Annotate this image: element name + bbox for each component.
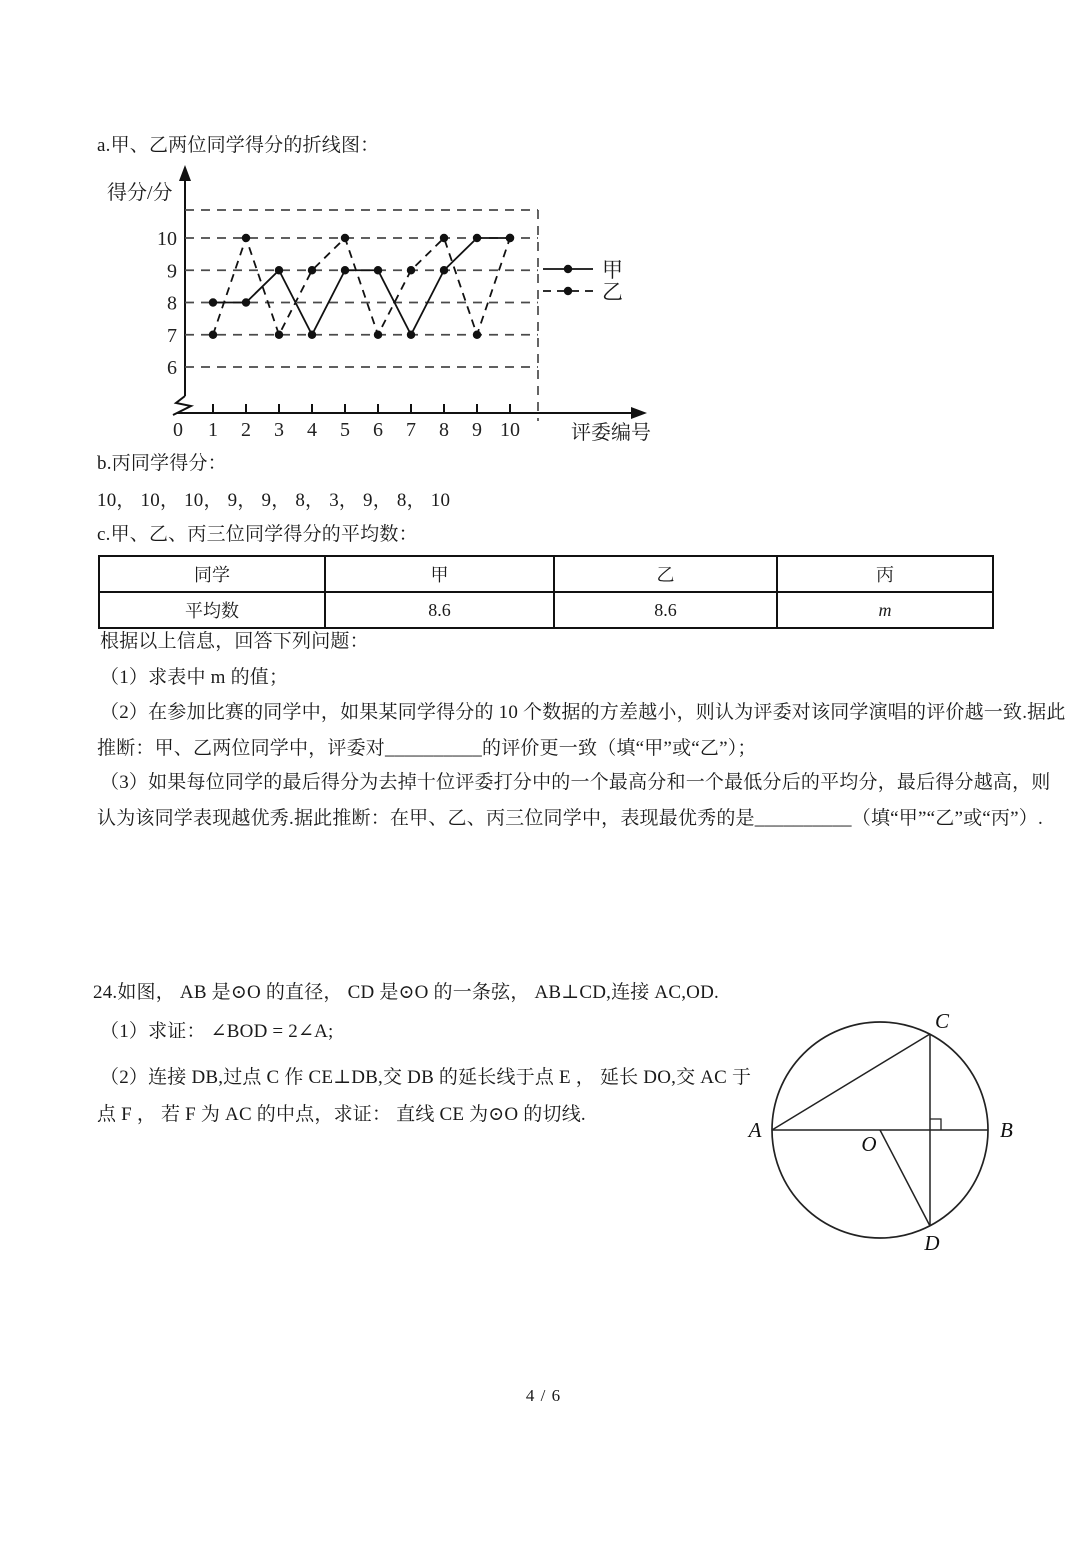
data-point (242, 234, 250, 242)
data-point (407, 331, 415, 339)
data-point (275, 331, 283, 339)
x-axis-arrow-icon (631, 407, 647, 419)
question-3-line2: 认为该同学表现越优秀.据此推断：在甲、乙、丙三位同学中，表现最优秀的是__________（填“甲”“乙”或“丙”）. (97, 808, 1043, 829)
series-line-甲 (213, 238, 510, 335)
questions-intro: 根据以上信息，回答下列问题： (100, 631, 369, 652)
x-tick-label: 6 (373, 419, 383, 441)
data-point (308, 266, 316, 274)
problem24-part1: （1）求证： ∠BOD = 2∠A; (100, 1021, 334, 1042)
section-b-caption: b.丙同学得分： (97, 453, 227, 474)
right-angle-mark-icon (930, 1119, 941, 1130)
score-line-chart (85, 155, 675, 455)
table-row (99, 592, 993, 628)
question-2-line1: （2）在参加比赛的同学中，如果某同学得分的 10 个数据的方差越小，则认为评委对该同学演唱的评价越一致.据此 (100, 702, 1066, 723)
legend-marker (564, 287, 572, 295)
x-tick-label: 5 (340, 419, 350, 441)
legend-label: 甲 (602, 258, 623, 282)
data-point (242, 298, 250, 306)
data-point (308, 331, 316, 339)
table-cell-jia-average: 8.6 (325, 592, 554, 628)
table-header-bing: 丙 (777, 556, 993, 592)
data-point (341, 234, 349, 242)
table-header-jia: 甲 (325, 556, 554, 592)
label-A: A (748, 1118, 762, 1142)
radius-OD (880, 1130, 930, 1226)
label-D: D (924, 1231, 940, 1255)
question-3-line1: （3）如果每位同学的最后得分为去掉十位评委打分中的一个最高分和一个最低分后的平均分，最后得分越高，则 (100, 772, 1051, 793)
data-point (374, 331, 382, 339)
averages-table (98, 555, 994, 629)
question-2-line2: 推断：甲、乙两位同学中，评委对__________的评价更一致（填“甲”或“乙”）； (97, 738, 757, 759)
table-cell-yi-average: 8.6 (554, 592, 777, 628)
problem24-intro: 24.如图， AB 是⊙O 的直径， CD 是⊙O 的一条弦， AB⊥CD,连接 AC,OD. (93, 982, 719, 1003)
data-point (209, 331, 217, 339)
section-b-scores: 10， 10， 10， 9， 9， 8， 3， 9， 8， 10 (97, 490, 451, 511)
problem24-part2-line1: （2）连接 DB,过点 C 作 CE⊥DB,交 DB 的延长线于点 E ， 延长 DO,交 AC 于 (100, 1067, 752, 1088)
y-axis-arrow-icon (179, 165, 191, 181)
data-point (440, 266, 448, 274)
label-C: C (934, 1009, 950, 1033)
page-number: 4 / 6 (525, 1386, 562, 1405)
x-tick-label: 7 (406, 419, 416, 441)
data-point (374, 266, 382, 274)
x-tick-label: 0 (173, 419, 183, 441)
data-point (407, 266, 415, 274)
data-point (473, 234, 481, 242)
table-header-student: 同学 (99, 556, 325, 592)
x-tick-label: 4 (307, 419, 317, 441)
geometry-diagram (742, 995, 1077, 1275)
legend-label: 乙 (602, 280, 623, 304)
y-tick-label: 8 (167, 292, 177, 315)
data-point (506, 234, 514, 242)
y-axis-title: 得分/分 (107, 182, 173, 204)
table-cell-average-label: 平均数 (99, 592, 325, 628)
label-O: O (861, 1132, 877, 1156)
data-point (473, 331, 481, 339)
x-tick-label: 1 (208, 419, 218, 441)
x-axis-title: 评委编号 (571, 422, 651, 444)
x-tick-label: 2 (241, 419, 251, 441)
x-tick-label: 8 (439, 419, 449, 441)
table-header-yi: 乙 (554, 556, 777, 592)
section-c-caption: c.甲、乙、丙三位同学得分的平均数： (97, 524, 418, 545)
y-tick-label: 10 (157, 228, 177, 250)
x-tick-label: 3 (274, 419, 284, 441)
table-header-row (99, 556, 993, 592)
table-cell-bing-average: m (777, 592, 993, 628)
section-a-caption: a.甲、乙两位同学得分的折线图： (97, 135, 380, 156)
problem24-part2-line2: 点 F ， 若 F 为 AC 的中点，求证： 直线 CE 为⊙O 的切线. (97, 1104, 586, 1125)
data-point (275, 266, 283, 274)
data-point (209, 298, 217, 306)
label-B: B (1000, 1118, 1013, 1142)
x-tick-label: 10 (500, 419, 520, 441)
data-point (341, 266, 349, 274)
legend-marker (564, 265, 572, 273)
chord-AC (772, 1034, 930, 1130)
y-tick-label: 9 (167, 260, 177, 283)
y-tick-label: 7 (167, 324, 177, 347)
data-point (440, 234, 448, 242)
question-1: （1）求表中 m 的值； (100, 667, 289, 688)
series-line-乙 (213, 238, 510, 335)
x-tick-label: 9 (472, 419, 482, 441)
y-tick-label: 6 (167, 357, 177, 379)
